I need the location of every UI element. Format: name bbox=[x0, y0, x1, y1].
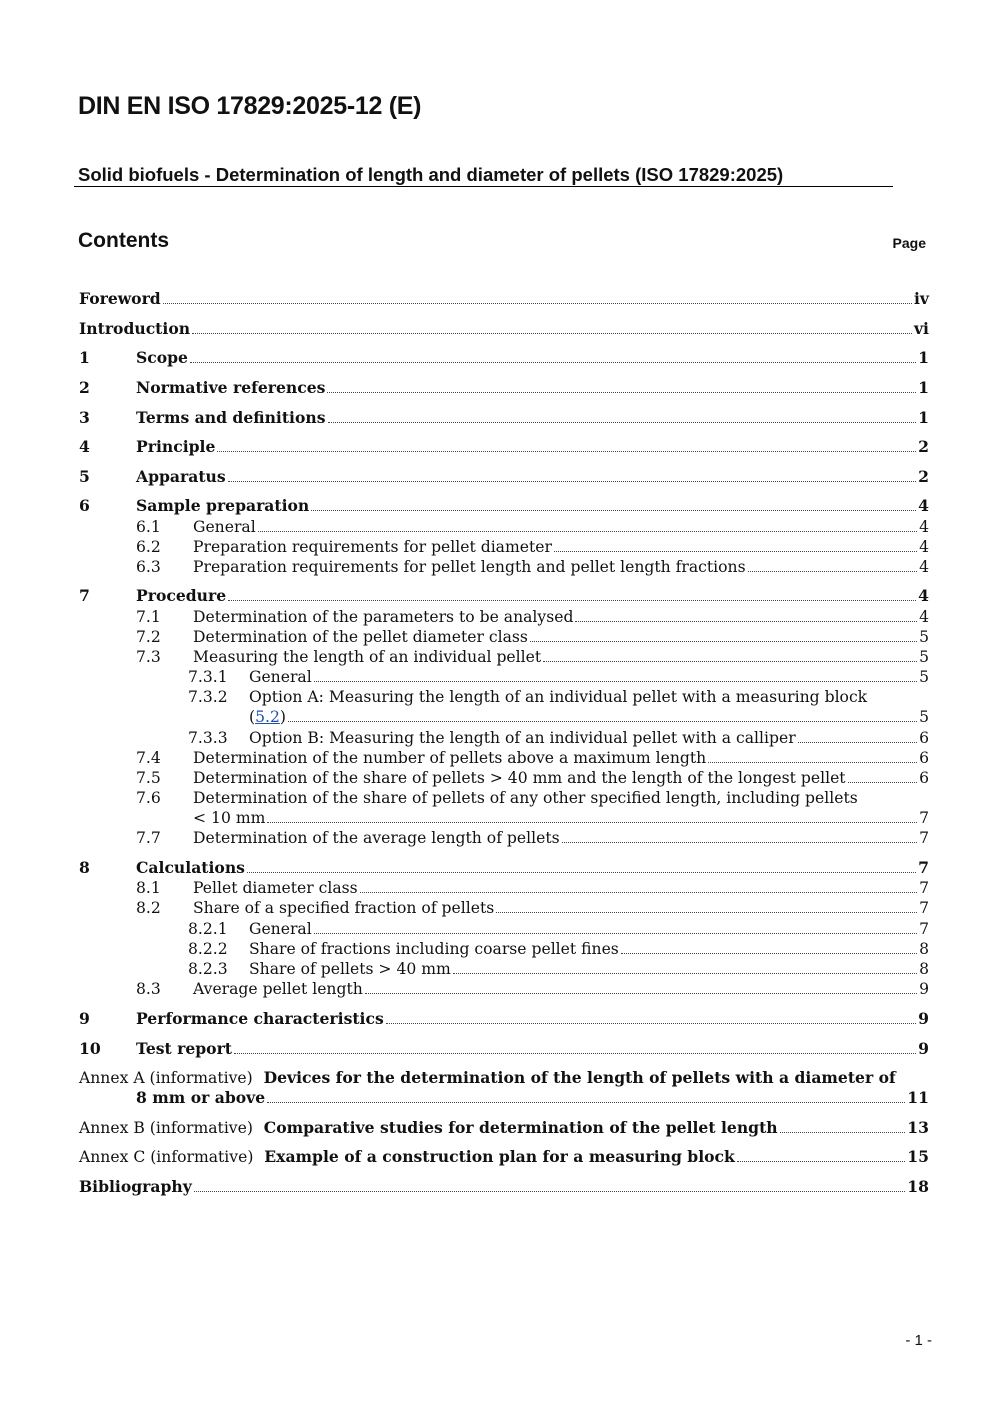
toc-entry-terms-and-definitions[interactable] bbox=[136, 408, 929, 428]
toc-page: 4 bbox=[919, 608, 929, 626]
toc-title: Determination of the share of pellets > 40 mm and the length of the longest pellet bbox=[193, 769, 846, 787]
annex-label: Annex A (informative) bbox=[79, 1069, 253, 1087]
toc-number: 1 bbox=[79, 348, 90, 367]
toc-number: 7.3.1 bbox=[188, 668, 228, 686]
toc-number: 7.3.3 bbox=[188, 729, 228, 747]
dot-leader bbox=[190, 362, 916, 363]
toc-page: 6 bbox=[919, 729, 929, 747]
toc-title-continuation: < 10 mm bbox=[193, 809, 266, 827]
toc-number: 7.2 bbox=[136, 628, 161, 646]
toc-title: Preparation requirements for pellet length and pellet length fractions bbox=[193, 558, 746, 576]
toc-number: 6.3 bbox=[136, 558, 161, 576]
toc-title: Performance characteristics bbox=[136, 1009, 384, 1028]
toc-number: 7.7 bbox=[136, 829, 161, 847]
dot-leader bbox=[562, 842, 917, 843]
toc-entry-8-2-1[interactable] bbox=[249, 919, 929, 939]
document-title: DIN EN ISO 17829:2025-12 (E) bbox=[78, 92, 422, 120]
toc-number: 8.2.1 bbox=[188, 920, 228, 938]
toc-page: 5 bbox=[919, 628, 929, 646]
toc-page: 9 bbox=[918, 1009, 929, 1028]
toc-page: 15 bbox=[907, 1147, 929, 1166]
toc-annex-a-line1 bbox=[79, 1068, 896, 1088]
toc-title: Procedure bbox=[136, 586, 227, 605]
clause-link[interactable]: 5.2 bbox=[255, 708, 280, 726]
dot-leader bbox=[530, 641, 917, 642]
toc-title: Scope bbox=[136, 348, 188, 367]
toc-page: 13 bbox=[907, 1118, 929, 1137]
toc-entry-performance-characteristics[interactable] bbox=[136, 1009, 929, 1029]
toc-title: Calculations bbox=[136, 858, 245, 877]
toc-page: 1 bbox=[918, 378, 929, 397]
dot-leader bbox=[258, 531, 917, 532]
toc-number: 8.2.3 bbox=[188, 960, 228, 978]
toc-page: 7 bbox=[918, 858, 929, 877]
toc-entry-foreword[interactable] bbox=[79, 289, 929, 309]
dot-leader bbox=[288, 721, 917, 722]
toc-number: 6 bbox=[79, 496, 90, 515]
toc-page: 4 bbox=[919, 518, 929, 536]
toc-entry-apparatus[interactable] bbox=[136, 467, 929, 487]
toc-title: Apparatus bbox=[136, 467, 226, 486]
toc-title: Determination of the pellet diameter class bbox=[193, 628, 528, 646]
toc-entry-8-3[interactable] bbox=[193, 979, 929, 999]
page-number: - 1 - bbox=[905, 1332, 932, 1349]
toc-page: vi bbox=[914, 319, 929, 338]
toc-page: 11 bbox=[907, 1088, 929, 1107]
dot-leader bbox=[163, 303, 912, 304]
toc-entry-bibliography[interactable] bbox=[79, 1177, 929, 1197]
dot-leader bbox=[848, 782, 918, 783]
toc-number: 5 bbox=[79, 467, 90, 486]
toc-title: Test report bbox=[136, 1039, 233, 1058]
toc-annex-b-text bbox=[79, 1118, 778, 1138]
annex-label: Annex B (informative) bbox=[79, 1119, 253, 1137]
dot-leader bbox=[228, 481, 916, 482]
toc-title-continuation: 8 mm or above bbox=[136, 1088, 266, 1107]
toc-number: 8.2.2 bbox=[188, 940, 228, 958]
toc-entry-annex-b[interactable] bbox=[79, 1118, 929, 1138]
toc-number: 6.2 bbox=[136, 538, 161, 556]
toc-entry-7-6[interactable] bbox=[193, 808, 929, 828]
toc-title: Bibliography bbox=[79, 1177, 192, 1196]
toc-entry-7-7[interactable] bbox=[193, 828, 929, 848]
toc-number: 7.6 bbox=[136, 789, 161, 807]
dot-leader bbox=[267, 1102, 905, 1103]
annex-label: Annex C (informative) bbox=[79, 1148, 254, 1166]
toc-number: 4 bbox=[79, 437, 90, 456]
dot-leader bbox=[314, 681, 917, 682]
toc-number: 10 bbox=[79, 1039, 101, 1058]
toc-entry-scope[interactable] bbox=[136, 348, 929, 368]
toc-page: 5 bbox=[919, 708, 929, 726]
dot-leader bbox=[543, 661, 917, 662]
toc-page: 4 bbox=[918, 586, 929, 605]
toc-page: 9 bbox=[919, 980, 929, 998]
dot-leader bbox=[621, 953, 917, 954]
toc-entry-7-2[interactable] bbox=[193, 627, 929, 647]
toc-title: Share of fractions including coarse pellet fines bbox=[249, 940, 619, 958]
toc-page: 8 bbox=[919, 960, 929, 978]
toc-entry-7-3-1[interactable] bbox=[249, 667, 929, 687]
toc-title: Share of a specified fraction of pellets bbox=[193, 899, 495, 917]
toc-entry-7-1[interactable] bbox=[193, 607, 929, 627]
toc-page: iv bbox=[914, 289, 929, 308]
toc-page: 7 bbox=[919, 829, 929, 847]
toc-title: Average pellet length bbox=[193, 980, 363, 998]
toc-title: Determination of the parameters to be analysed bbox=[193, 608, 574, 626]
toc-annex-c-text bbox=[79, 1147, 735, 1167]
dot-leader bbox=[194, 1191, 906, 1192]
toc-entry-annex-c[interactable] bbox=[79, 1147, 929, 1167]
toc-page: 9 bbox=[918, 1039, 929, 1058]
toc-entry-calculations[interactable] bbox=[136, 858, 929, 878]
toc-entry-7-3-3[interactable] bbox=[249, 728, 929, 748]
toc-number: 6.1 bbox=[136, 518, 161, 536]
toc-page: 4 bbox=[919, 558, 929, 576]
dot-leader bbox=[192, 333, 912, 334]
toc-title: Normative references bbox=[136, 378, 326, 397]
dot-leader bbox=[217, 451, 916, 452]
toc-title: Example of a construction plan for a measuring block bbox=[264, 1147, 735, 1166]
toc-entry-7-4[interactable] bbox=[193, 748, 929, 768]
paren-close: ) bbox=[279, 708, 286, 726]
toc-entry-8-2-2[interactable] bbox=[249, 939, 929, 959]
toc-page: 6 bbox=[919, 769, 929, 787]
dot-leader bbox=[554, 551, 917, 552]
dot-leader bbox=[748, 571, 917, 572]
toc-title-continuation bbox=[249, 707, 286, 727]
toc-entry-6-2[interactable] bbox=[193, 537, 929, 557]
toc-number: 9 bbox=[79, 1009, 90, 1028]
toc-title: Determination of the average length of pellets bbox=[193, 829, 560, 847]
toc-title: General bbox=[193, 518, 256, 536]
toc-page: 7 bbox=[919, 809, 929, 827]
toc-page: 1 bbox=[918, 408, 929, 427]
dot-leader bbox=[496, 912, 917, 913]
dot-leader bbox=[228, 600, 916, 601]
toc-title: Foreword bbox=[79, 289, 161, 308]
toc-title: General bbox=[249, 668, 312, 686]
toc-title: Introduction bbox=[79, 319, 191, 338]
toc-entry-7-5[interactable] bbox=[193, 768, 929, 788]
toc-number: 7.3 bbox=[136, 648, 161, 666]
toc-page: 7 bbox=[919, 879, 929, 897]
toc-page: 4 bbox=[918, 496, 929, 515]
dot-leader bbox=[360, 892, 917, 893]
contents-heading: Contents bbox=[78, 229, 169, 252]
toc-page: 5 bbox=[919, 648, 929, 666]
dot-leader bbox=[328, 422, 917, 423]
toc-number: 8.3 bbox=[136, 980, 161, 998]
toc-entry-7-3[interactable] bbox=[193, 647, 929, 667]
toc-page: 7 bbox=[919, 899, 929, 917]
toc-page: 5 bbox=[919, 668, 929, 686]
toc-entry-principle[interactable] bbox=[136, 437, 929, 457]
toc-number: 7 bbox=[79, 586, 90, 605]
dot-leader bbox=[737, 1161, 905, 1162]
toc-entry-sample-preparation[interactable] bbox=[136, 496, 929, 516]
toc-title: Option A: Measuring the length of an individual pellet with a measuring block bbox=[249, 688, 868, 706]
toc-entry-annex-a[interactable] bbox=[136, 1088, 929, 1108]
toc-entry-6-1[interactable] bbox=[193, 517, 929, 537]
dot-leader bbox=[780, 1132, 906, 1133]
toc-entry-test-report[interactable] bbox=[136, 1039, 929, 1059]
toc-entry-7-3-2[interactable] bbox=[249, 707, 929, 727]
toc-entry-8-1[interactable] bbox=[193, 878, 929, 898]
toc-page: 2 bbox=[918, 437, 929, 456]
toc-page: 8 bbox=[919, 940, 929, 958]
dot-leader bbox=[247, 872, 916, 873]
toc-number: 7.3.2 bbox=[188, 688, 228, 706]
toc-number: 8.1 bbox=[136, 879, 161, 897]
document-subtitle: Solid biofuels - Determination of length and diameter of pellets (ISO 17829:2025) bbox=[78, 164, 784, 185]
toc-page: 4 bbox=[919, 538, 929, 556]
dot-leader bbox=[453, 973, 917, 974]
toc-page: 1 bbox=[918, 348, 929, 367]
dot-leader bbox=[327, 392, 916, 393]
toc-title: Comparative studies for determination of the pellet length bbox=[263, 1118, 778, 1137]
toc-number: 8 bbox=[79, 858, 90, 877]
dot-leader bbox=[365, 993, 917, 994]
dot-leader bbox=[708, 762, 917, 763]
toc-entry-introduction[interactable] bbox=[79, 319, 929, 339]
toc-title: Devices for the determination of the length of pellets with a diameter of bbox=[263, 1068, 896, 1087]
toc-entry-8-2-3[interactable] bbox=[249, 959, 929, 979]
toc-entry-normative-references[interactable] bbox=[136, 378, 929, 398]
toc-page: 18 bbox=[907, 1177, 929, 1196]
toc-number: 7.5 bbox=[136, 769, 161, 787]
toc-entry-8-2[interactable] bbox=[193, 898, 929, 918]
toc-title: Sample preparation bbox=[136, 496, 310, 515]
toc-number: 7.4 bbox=[136, 749, 161, 767]
toc-number: 3 bbox=[79, 408, 90, 427]
dot-leader bbox=[311, 510, 916, 511]
dot-leader bbox=[575, 621, 917, 622]
toc-title: Pellet diameter class bbox=[193, 879, 358, 897]
toc-entry-6-3[interactable] bbox=[193, 557, 929, 577]
toc-title: Determination of the share of pellets of any other specified length, including pellets bbox=[193, 789, 858, 807]
toc-number: 8.2 bbox=[136, 899, 161, 917]
toc-title: General bbox=[249, 920, 312, 938]
dot-leader bbox=[798, 742, 917, 743]
toc-title: Terms and definitions bbox=[136, 408, 326, 427]
dot-leader bbox=[234, 1053, 916, 1054]
toc-page: 6 bbox=[919, 749, 929, 767]
dot-leader bbox=[314, 933, 917, 934]
toc-page: 2 bbox=[918, 467, 929, 486]
toc-number: 2 bbox=[79, 378, 90, 397]
toc-entry-procedure[interactable] bbox=[136, 586, 929, 606]
toc-number: 7.1 bbox=[136, 608, 161, 626]
paren-open: ( bbox=[249, 708, 256, 726]
toc-page: 7 bbox=[919, 920, 929, 938]
toc-title: Preparation requirements for pellet diameter bbox=[193, 538, 552, 556]
toc-title: Share of pellets > 40 mm bbox=[249, 960, 451, 978]
dot-leader bbox=[267, 822, 917, 823]
toc-title: Principle bbox=[136, 437, 216, 456]
toc-title: Measuring the length of an individual pellet bbox=[193, 648, 542, 666]
toc-title: Determination of the number of pellets above a maximum length bbox=[193, 749, 707, 767]
page-column-label: Page bbox=[892, 235, 926, 251]
dot-leader bbox=[386, 1023, 916, 1024]
toc-title: Option B: Measuring the length of an individual pellet with a calliper bbox=[249, 729, 796, 747]
